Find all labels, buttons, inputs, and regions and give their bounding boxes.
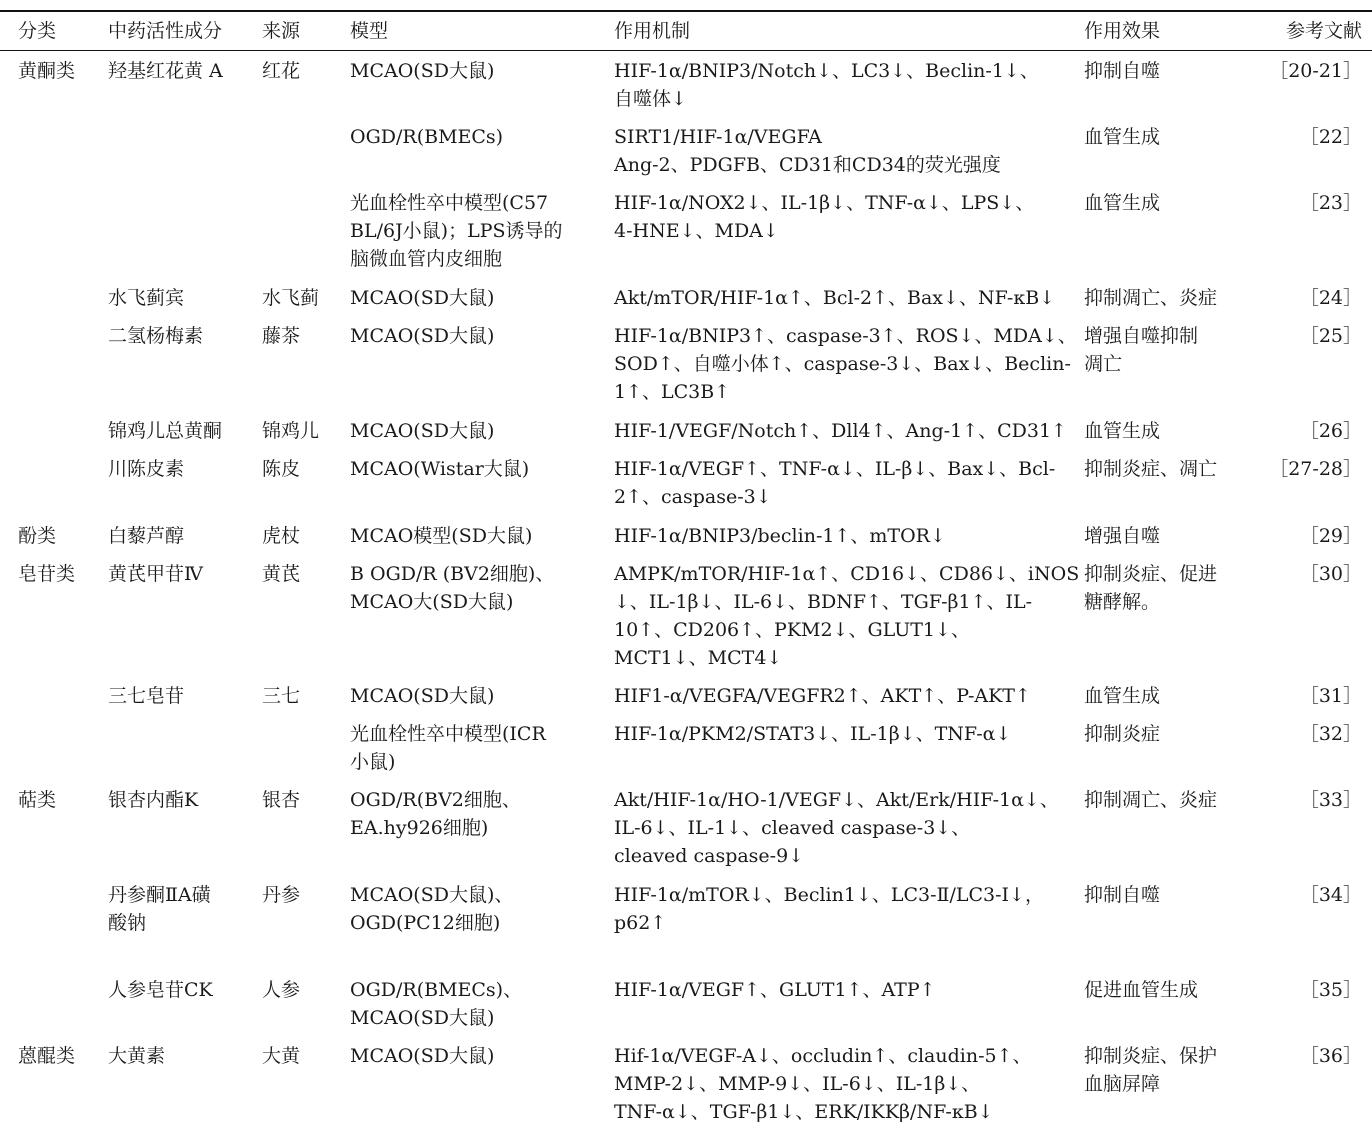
cell-source (262, 780, 350, 875)
cell-mechanism (614, 516, 1084, 554)
table-body (0, 51, 1372, 1126)
cell-reference-text: ［31］ (1299, 684, 1362, 707)
cell-mechanism (614, 875, 1084, 970)
cell-reference (1244, 875, 1372, 970)
cell-mechanism-text: AMPK/mTOR/HIF-1α↑、CD16↓、CD86↓、iNOS ↓、IL-1β↓、IL-6↓、BDNF↑、TGF-β1↑、IL- 10↑、CD206↑、PKM2↓、GLUT1↓、 MCT1↓、MCT4↓ (614, 562, 1080, 669)
cell-reference-text: ［34］ (1299, 883, 1362, 906)
cell-category (0, 117, 108, 183)
cell-category (0, 714, 108, 780)
table-row (0, 117, 1372, 183)
cell-reference-text: ［22］ (1299, 125, 1362, 148)
cell-model-text: MCAO(SD大鼠) (350, 286, 495, 309)
cell-mechanism (614, 554, 1084, 676)
cell-component (108, 51, 262, 117)
cell-mechanism-text: HIF-1α/BNIP3/Notch↓、LC3↓、Beclin-1↓、 自噬体↓ (614, 60, 1039, 110)
cell-component-text: 白藜芦醇 (108, 524, 185, 547)
cell-mechanism (614, 780, 1084, 875)
table-row (0, 278, 1372, 316)
cell-effect (1084, 516, 1244, 554)
cell-source-text: 藤茶 (262, 324, 301, 347)
cell-component (108, 278, 262, 316)
cell-effect-text: 抑制凋亡、炎症 (1084, 286, 1218, 309)
cell-effect (1084, 117, 1244, 183)
cell-category (0, 51, 108, 117)
cell-mechanism-text: HIF-1α/VEGF↑、TNF-α↓、IL-β↓、Bax↓、Bcl- 2↑、caspase-3↓ (614, 457, 1056, 508)
header-category: 分类 (0, 11, 108, 51)
cell-model (350, 714, 614, 780)
cell-mechanism (614, 316, 1084, 411)
cell-category-text: 蒽醌类 (18, 1044, 76, 1067)
cell-model (350, 183, 614, 278)
cell-component (108, 411, 262, 449)
cell-model (350, 516, 614, 554)
cell-source-text: 三七 (262, 684, 301, 707)
cell-model (350, 875, 614, 970)
cell-reference (1244, 676, 1372, 714)
table-row (0, 449, 1372, 516)
cell-mechanism-text: HIF-1/VEGF/Notch↑、Dll4↑、Ang-1↑、CD31↑ (614, 419, 1067, 442)
cell-model-text: MCAO模型(SD大鼠) (350, 524, 533, 547)
cell-category (0, 316, 108, 411)
cell-category (0, 676, 108, 714)
cell-reference (1244, 970, 1372, 1036)
cell-effect (1084, 411, 1244, 449)
cell-mechanism (614, 411, 1084, 449)
cell-category-text: 黄酮类 (18, 60, 76, 82)
cell-component (108, 875, 262, 970)
header-effect: 作用效果 (1084, 11, 1244, 51)
cell-mechanism-text: HIF-1α/NOX2↓、IL-1β↓、TNF-α↓、LPS↓、 4-HNE↓、MDA↓ (614, 191, 1035, 242)
cell-mechanism (614, 714, 1084, 780)
cell-component-text: 水飞蓟宾 (108, 286, 185, 309)
cell-component (108, 676, 262, 714)
header-source: 来源 (262, 11, 350, 51)
cell-source-text: 水飞蓟 (262, 286, 320, 309)
cell-mechanism-text: HIF-1α/PKM2/STAT3↓、IL-1β↓、TNF-α↓ (614, 722, 1012, 745)
cell-category-text: 酚类 (18, 524, 57, 547)
cell-reference (1244, 183, 1372, 278)
cell-reference (1244, 51, 1372, 117)
cell-effect (1084, 449, 1244, 516)
cell-source-text: 大黄 (262, 1044, 301, 1067)
cell-source-text: 黄芪 (262, 562, 301, 585)
cell-model-text: MCAO(SD大鼠) (350, 60, 495, 82)
cell-model-text: MCAO(SD大鼠) (350, 684, 495, 707)
cell-reference-text: ［20-21］ (1269, 60, 1362, 82)
cell-source-text: 虎杖 (262, 524, 301, 547)
cell-component-text: 黄芪甲苷Ⅳ (108, 562, 203, 585)
cell-source-text: 锦鸡儿 (262, 419, 320, 442)
cell-source-text: 丹参 (262, 883, 301, 906)
cell-reference-text: ［32］ (1299, 722, 1362, 745)
cell-reference (1244, 278, 1372, 316)
cell-mechanism-text: HIF-1α/VEGF↑、GLUT1↑、ATP↑ (614, 978, 936, 1001)
cell-model (350, 676, 614, 714)
cell-model (350, 449, 614, 516)
cell-component-text: 羟基红花黄 A (108, 60, 223, 82)
table-row (0, 516, 1372, 554)
cell-source (262, 970, 350, 1036)
cell-effect (1084, 676, 1244, 714)
cell-source-text: 陈皮 (262, 457, 301, 480)
cell-effect (1084, 278, 1244, 316)
cell-effect-text: 血管生成 (1084, 684, 1161, 707)
cell-effect-text: 抑制炎症、保护 血脑屏障 (1084, 1044, 1218, 1095)
cell-reference (1244, 449, 1372, 516)
cell-model-text: MCAO(SD大鼠) (350, 419, 495, 442)
cell-reference-text: ［33］ (1299, 788, 1362, 811)
cell-component-text: 大黄素 (108, 1044, 166, 1067)
cell-reference-text: ［36］ (1299, 1044, 1362, 1067)
cell-reference (1244, 780, 1372, 875)
cell-reference (1244, 554, 1372, 676)
cell-component-text: 三七皂苷 (108, 684, 185, 707)
cell-category (0, 516, 108, 554)
cell-model-text: 光血栓性卒中模型(ICR 小鼠) (350, 722, 546, 773)
cell-reference-text: ［35］ (1299, 978, 1362, 1001)
cell-source (262, 676, 350, 714)
cell-effect-text: 抑制炎症 (1084, 722, 1161, 745)
cell-category (0, 183, 108, 278)
cell-source-text: 红花 (262, 60, 301, 82)
cell-component-text: 人参皂苷CK (108, 978, 213, 1001)
table-row (0, 875, 1372, 970)
cell-model (350, 278, 614, 316)
cell-component-text: 川陈皮素 (108, 457, 185, 480)
cell-effect (1084, 554, 1244, 676)
cell-model (350, 970, 614, 1036)
cell-mechanism (614, 449, 1084, 516)
cell-reference-text: ［27-28］ (1269, 457, 1362, 480)
table-row (0, 316, 1372, 411)
cell-effect-text: 抑制自噬 (1084, 60, 1161, 82)
header-row (0, 11, 1372, 51)
cell-reference-text: ［24］ (1299, 286, 1362, 309)
header-component: 中药活性成分 (108, 11, 262, 51)
cell-effect-text: 抑制凋亡、炎症 (1084, 788, 1218, 811)
cell-reference (1244, 411, 1372, 449)
cell-model (350, 117, 614, 183)
table-row (0, 970, 1372, 1036)
cell-reference-text: ［26］ (1299, 419, 1362, 442)
cell-effect (1084, 316, 1244, 411)
cell-mechanism-text: HIF-1α/BNIP3/beclin-1↑、mTOR↓ (614, 524, 946, 547)
cell-effect-text: 增强自噬 (1084, 524, 1161, 547)
header-model: 模型 (350, 11, 614, 51)
cell-mechanism (614, 676, 1084, 714)
cell-model (350, 411, 614, 449)
cell-category-text: 皂苷类 (18, 562, 76, 585)
cell-component (108, 316, 262, 411)
table-row (0, 714, 1372, 780)
cell-reference (1244, 714, 1372, 780)
cell-source (262, 278, 350, 316)
cell-model (350, 554, 614, 676)
cell-component (108, 554, 262, 676)
cell-effect (1084, 970, 1244, 1036)
cell-effect-text: 增强自噬抑制 凋亡 (1084, 324, 1199, 375)
table-row (0, 554, 1372, 676)
cell-component (108, 516, 262, 554)
cell-mechanism (614, 1036, 1084, 1126)
cell-category (0, 780, 108, 875)
cell-effect-text: 血管生成 (1084, 419, 1161, 442)
cell-reference-text: ［29］ (1299, 524, 1362, 547)
cell-reference-text: ［30］ (1299, 562, 1362, 585)
herb-component-table (0, 10, 1372, 1126)
cell-category-text: 萜类 (18, 788, 57, 811)
cell-reference (1244, 516, 1372, 554)
cell-component-text: 二氢杨梅素 (108, 324, 204, 347)
cell-model (350, 780, 614, 875)
cell-reference (1244, 316, 1372, 411)
cell-effect-text: 抑制自噬 (1084, 883, 1161, 906)
table-row (0, 780, 1372, 875)
cell-source (262, 554, 350, 676)
cell-source (262, 714, 350, 780)
cell-mechanism (614, 117, 1084, 183)
cell-category (0, 449, 108, 516)
cell-mechanism-text: HIF-1α/mTOR↓、Beclin1↓、LC3-Ⅱ/LC3-Ⅰ↓， p62↑ (614, 883, 1044, 934)
cell-category (0, 1036, 108, 1126)
table-row (0, 1036, 1372, 1126)
cell-component (108, 117, 262, 183)
cell-reference (1244, 117, 1372, 183)
cell-category (0, 970, 108, 1036)
cell-effect (1084, 875, 1244, 970)
cell-source (262, 449, 350, 516)
cell-mechanism-text: HIF1-α/VEGFA/VEGFR2↑、AKT↑、P-AKT↑ (614, 684, 1031, 707)
cell-model (350, 51, 614, 117)
cell-effect-text: 促进血管生成 (1084, 978, 1199, 1001)
cell-effect (1084, 780, 1244, 875)
cell-effect (1084, 183, 1244, 278)
cell-effect (1084, 714, 1244, 780)
table-header (0, 11, 1372, 51)
cell-component (108, 970, 262, 1036)
cell-reference-text: ［23］ (1299, 191, 1362, 214)
cell-component (108, 714, 262, 780)
cell-source-text: 人参 (262, 978, 301, 1001)
cell-mechanism (614, 970, 1084, 1036)
cell-component (108, 183, 262, 278)
cell-effect (1084, 1036, 1244, 1126)
cell-category (0, 875, 108, 970)
table-row (0, 51, 1372, 117)
cell-source (262, 875, 350, 970)
cell-source (262, 1036, 350, 1126)
table-row (0, 411, 1372, 449)
cell-model-text: MCAO(SD大鼠) (350, 324, 495, 347)
cell-source-text: 银杏 (262, 788, 301, 811)
cell-source (262, 411, 350, 449)
cell-mechanism (614, 51, 1084, 117)
cell-source (262, 516, 350, 554)
cell-source (262, 183, 350, 278)
cell-model-text: OGD/R(BV2细胞、 EA.hy926细胞) (350, 788, 521, 839)
cell-component (108, 1036, 262, 1126)
cell-source (262, 316, 350, 411)
cell-source (262, 117, 350, 183)
cell-mechanism (614, 183, 1084, 278)
header-mechanism: 作用机制 (614, 11, 1084, 51)
cell-model-text: MCAO(SD大鼠) (350, 1044, 495, 1067)
cell-category (0, 554, 108, 676)
cell-model (350, 316, 614, 411)
cell-effect-text: 血管生成 (1084, 125, 1161, 148)
cell-mechanism-text: HIF-1α/BNIP3↑、caspase-3↑、ROS↓、MDA↓、 SOD↑、自噬小体↑、caspase-3↓、Bax↓、Beclin- 1↑、LC3B↑ (614, 324, 1077, 403)
table-row (0, 676, 1372, 714)
cell-category (0, 411, 108, 449)
cell-model-text: 光血栓性卒中模型(C57 BL/6J小鼠)；LPS诱导的 脑微血管内皮细胞 (350, 191, 563, 270)
cell-model-text: OGD/R(BMECs) (350, 125, 504, 148)
cell-mechanism-text: Akt/mTOR/HIF-1α↑、Bcl-2↑、Bax↓、NF-κB↓ (614, 286, 1056, 309)
cell-model (350, 1036, 614, 1126)
table-row (0, 183, 1372, 278)
cell-component (108, 780, 262, 875)
header-reference: 参考文献 (1244, 11, 1372, 51)
cell-component (108, 449, 262, 516)
cell-mechanism-text: Hif-1α/VEGF-A↓、occludin↑、claudin-5↑、 MMP-2↓、MMP-9↓、IL-6↓、IL-1β↓、 TNF-α↓、TGF-β1↓、ERK/IKKβ/NF-κB↓ (614, 1044, 1032, 1123)
cell-component-text: 丹参酮ⅡA磺 酸钠 (108, 883, 211, 934)
cell-effect-text: 抑制炎症、凋亡 (1084, 457, 1218, 480)
cell-component-text: 银杏内酯K (108, 788, 199, 811)
cell-reference-text: ［25］ (1299, 324, 1362, 347)
cell-model-text: OGD/R(BMECs)、 MCAO(SD大鼠) (350, 978, 523, 1029)
cell-mechanism-text: SIRT1/HIF-1α/VEGFA Ang-2、PDGFB、CD31和CD34的荧光强度 (614, 125, 1001, 176)
cell-mechanism-text: Akt/HIF-1α/HO-1/VEGF↓、Akt/Erk/HIF-1α↓、 IL-6↓、IL-1↓、cleaved caspase-3↓、 cleaved caspase-9↓ (614, 788, 1059, 867)
cell-model-text: MCAO(SD大鼠)、 OGD(PC12细胞) (350, 883, 514, 934)
cell-model-text: MCAO(Wistar大鼠) (350, 457, 530, 480)
cell-effect (1084, 51, 1244, 117)
cell-category (0, 278, 108, 316)
cell-effect-text: 血管生成 (1084, 191, 1161, 214)
cell-component-text: 锦鸡儿总黄酮 (108, 419, 223, 442)
cell-source (262, 51, 350, 117)
cell-reference (1244, 1036, 1372, 1126)
cell-effect-text: 抑制炎症、促进 糖酵解。 (1084, 562, 1218, 613)
cell-model-text: B OGD/R (BV2细胞)、 MCAO大(SD大鼠) (350, 562, 555, 613)
cell-mechanism (614, 278, 1084, 316)
